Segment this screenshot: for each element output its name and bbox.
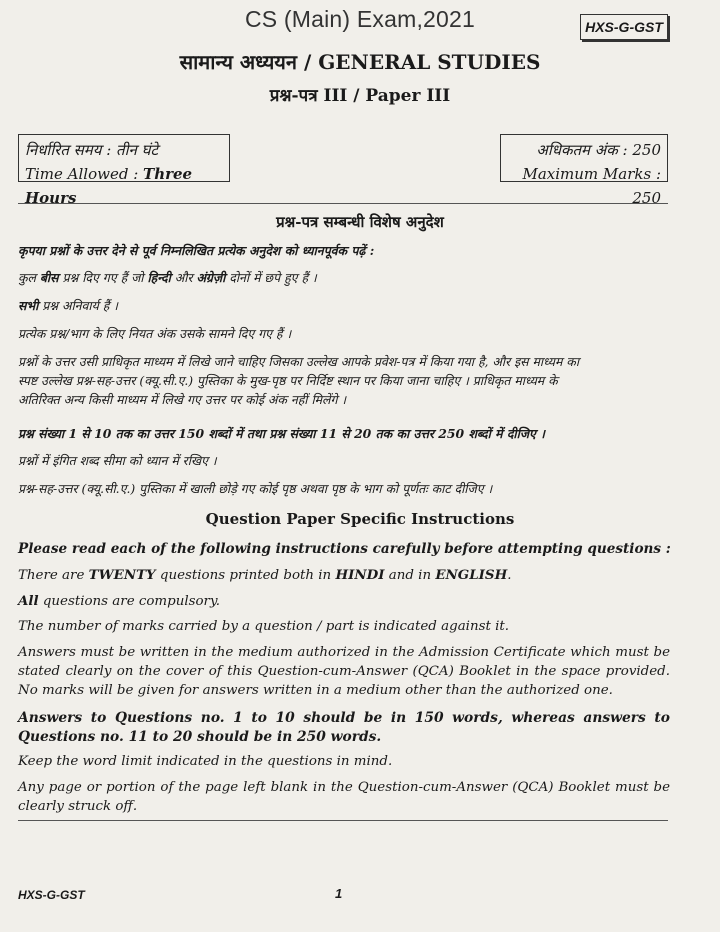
text-span: और bbox=[170, 270, 197, 285]
hindi-line-7: प्रश्न-सह-उत्तर (क्यू.सी.ए.) पुस्तिका में खाली छोड़े गए कोई पृष्ठ अथवा पृष्ठ के भाग को पूर्णतः काट दीजिए । bbox=[18, 481, 493, 496]
text-span: अंग्रेज़ी bbox=[196, 270, 226, 285]
text-span: प्रश्न दिए गए हैं जो bbox=[58, 270, 148, 285]
english-line-7a: Any page or portion of the page left blank in the Question-cum-Answer (QCA) Booklet must be bbox=[18, 780, 670, 795]
text-span: हिन्दी bbox=[147, 270, 171, 285]
hindi-instructions-heading: प्रश्न-पत्र सम्बन्धी विशेष अनुदेश bbox=[276, 213, 444, 231]
time-allowed-hindi: निर्धारित समय : तीन घंटे bbox=[25, 141, 159, 159]
paper-title: प्रश्न-पत्र III / Paper III bbox=[269, 86, 451, 106]
hindi-line-4a: प्रश्नों के उत्तर उसी प्राधिकृत माध्यम में लिखे जाने चाहिए जिसका उल्लेख आपके प्रवेश-पत्र में किया गया है, और इस माध्यम का bbox=[18, 354, 580, 369]
time-allowed-box bbox=[18, 134, 230, 207]
time-allowed-label: Time Allowed : bbox=[25, 165, 144, 183]
english-intro: Please read each of the following instructions carefully before attempting questions : bbox=[18, 541, 671, 557]
text-span: questions printed both in bbox=[155, 568, 336, 583]
english-line-2 bbox=[18, 591, 670, 612]
text-span: ENGLISH bbox=[435, 567, 508, 583]
hindi-intro: कृपया प्रश्नों के उत्तर देने से पूर्व निम्नलिखित प्रत्येक अनुदेश को ध्यानपूर्वक पढ़ें : bbox=[18, 243, 375, 258]
text-span: प्रश्न अनिवार्य हैं । bbox=[38, 298, 118, 313]
paper-code-box: HXS-G-GST bbox=[580, 14, 668, 40]
text-span: कुल bbox=[18, 270, 40, 285]
text-span: सभी bbox=[18, 298, 39, 313]
english-line-4b: stated clearly on the cover of this Question-cum-Answer (QCA) Booklet in the space provided. bbox=[18, 664, 670, 679]
hindi-line-6: प्रश्नों में इंगित शब्द सीमा को ध्यान में रखिए । bbox=[18, 453, 217, 468]
text-span: TWENTY bbox=[88, 567, 156, 583]
english-line-5a: Answers to Questions no. 1 to 10 should be in 150 words, whereas answers to bbox=[18, 710, 670, 726]
english-instructions-heading: Question Paper Specific Instructions bbox=[205, 510, 515, 528]
english-line-1 bbox=[18, 565, 670, 586]
hindi-line-3: प्रत्येक प्रश्न/भाग के लिए नियत अंक उसके सामने दिए गए हैं । bbox=[18, 326, 292, 341]
english-line-3: The number of marks carried by a question / part is indicated against it. bbox=[18, 619, 510, 634]
english-line-4a: Answers must be written in the medium authorized in the Admission Certificate which must be bbox=[18, 645, 670, 660]
top-divider bbox=[18, 203, 668, 204]
text-span: and in bbox=[384, 568, 436, 583]
bottom-divider bbox=[18, 820, 668, 821]
english-line-6: Keep the word limit indicated in the questions in mind. bbox=[18, 754, 393, 769]
hindi-line-5: प्रश्न संख्या 1 से 10 तक का उत्तर 150 शब्दों में तथा प्रश्न संख्या 11 से 20 तक का उत्तर 250 शब्दों में दीजिए । bbox=[18, 426, 545, 441]
hindi-line-4c: अतिरिक्त अन्य किसी माध्यम में लिखे गए उत्तर पर कोई अंक नहीं मिलेंगे । bbox=[18, 392, 347, 407]
text-span: दोनों में छपे हुए हैं । bbox=[225, 270, 317, 285]
hindi-line-4b: स्पष्ट उल्लेख प्रश्न-सह-उत्तर (क्यू.सी.ए.) पुस्तिका के मुख-पृष्ठ पर निर्दिष्ट स्थान पर किया जाना चाहिए । प्राधिकृत माध्यम के bbox=[18, 373, 558, 388]
text-span: . bbox=[507, 568, 512, 583]
text-span: questions are compulsory. bbox=[38, 594, 220, 609]
time-allowed-value: Three Hours bbox=[25, 165, 193, 207]
maximum-marks-box bbox=[500, 134, 668, 207]
hindi-line-2 bbox=[18, 296, 670, 315]
text-span: All bbox=[18, 593, 39, 609]
page-number: 1 bbox=[335, 886, 343, 901]
footer-paper-code: HXS-G-GST bbox=[18, 888, 85, 902]
text-span: There are bbox=[18, 568, 89, 583]
english-line-7b: clearly struck off. bbox=[18, 799, 138, 814]
text-span: HINDI bbox=[335, 567, 385, 583]
hindi-line-1 bbox=[18, 268, 670, 287]
text-span: बीस bbox=[39, 270, 59, 285]
subject-title: सामान्य अध्ययन / GENERAL STUDIES bbox=[179, 50, 541, 74]
maximum-marks-english: Maximum Marks : 250 bbox=[522, 165, 661, 207]
english-line-4c: No marks will be given for answers written in a medium other than the authorized one. bbox=[18, 683, 613, 698]
english-line-5b: Questions no. 11 to 20 should be in 250 words. bbox=[18, 729, 382, 745]
exam-title: CS (Main) Exam,2021 bbox=[244, 6, 476, 32]
maximum-marks-hindi: अधिकतम अंक : 250 bbox=[536, 141, 661, 159]
